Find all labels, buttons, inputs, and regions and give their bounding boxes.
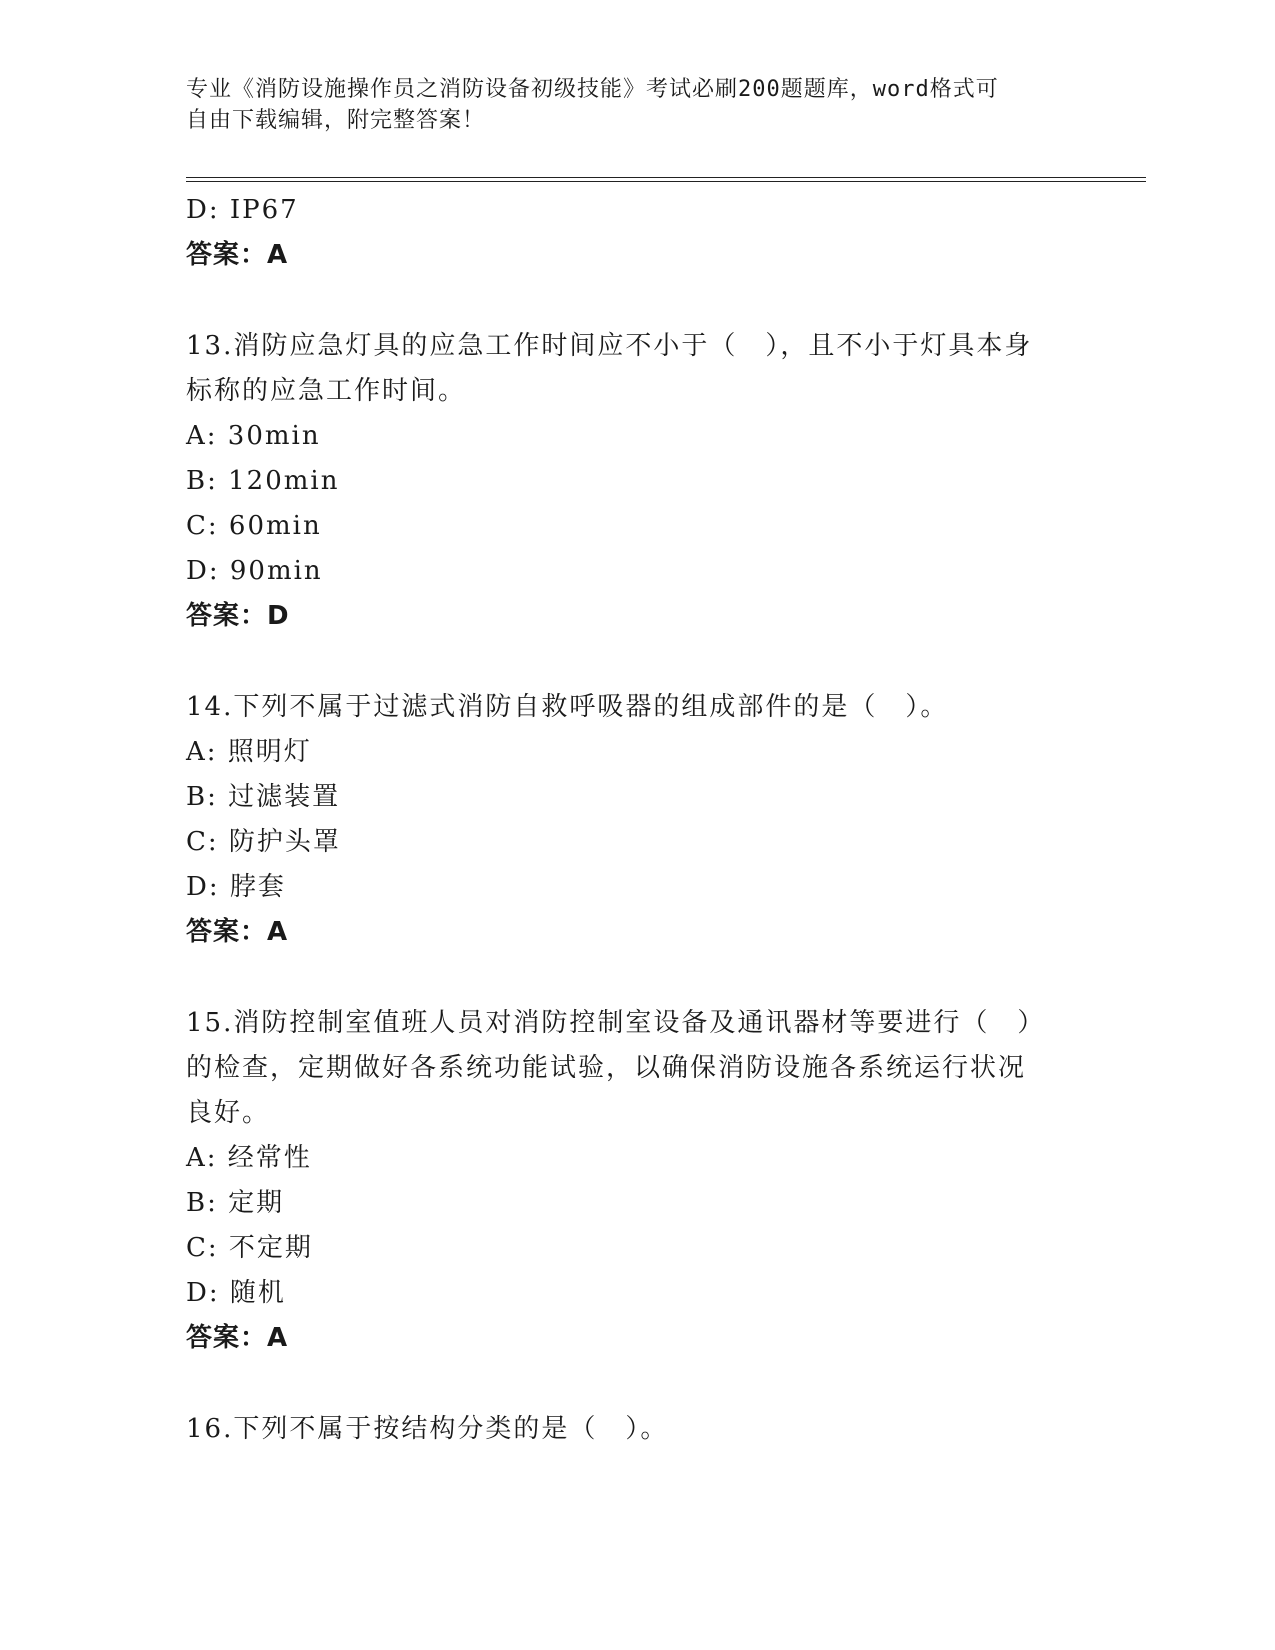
question-text: 良好。 [186, 1098, 271, 1128]
document-page [186, 0, 1146, 1650]
option-a: A: 照明灯 [186, 737, 312, 767]
question-15 [186, 1001, 1086, 1361]
answer: 答案：D [186, 601, 290, 631]
question-text: 的检查，定期做好各系统功能试验，以确保消防设施各系统运行状况 [186, 1053, 1027, 1083]
option-c: C: 60min [186, 511, 322, 541]
option-a: A: 30min [186, 421, 321, 451]
header-line-2: 自由下载编辑，附完整答案！ [186, 108, 486, 133]
option-d: D: 随机 [186, 1278, 286, 1308]
option-b: B: 过滤装置 [186, 782, 341, 812]
question-text: 13.消防应急灯具的应急工作时间应不小于（ ），且不小于灯具本身 [186, 331, 1033, 361]
document-content [186, 188, 1086, 1452]
question-14 [186, 685, 1086, 955]
question-13 [186, 324, 1086, 639]
question-16 [186, 1407, 1086, 1452]
answer: 答案：A [186, 1323, 289, 1353]
question-text: 14.下列不属于过滤式消防自救呼吸器的组成部件的是（ ）。 [186, 692, 949, 722]
option-b: B: 120min [186, 466, 340, 496]
option-d: D: 90min [186, 556, 323, 586]
header-line-1: 专业《消防设施操作员之消防设备初级技能》考试必刷200题题库，word格式可 [186, 77, 999, 102]
answer: 答案：A [186, 917, 289, 947]
option-c: C: 防护头罩 [186, 827, 341, 857]
option-d: D: 脖套 [186, 872, 286, 902]
question-text: 15.消防控制室值班人员对消防控制室设备及通讯器材等要进行（ ） [186, 1008, 1046, 1038]
prev-answer: 答案：A [186, 240, 289, 270]
prev-option-d: D: IP67 [186, 195, 299, 225]
question-text: 标称的应急工作时间。 [186, 376, 467, 406]
option-b: B: 定期 [186, 1188, 285, 1218]
option-a: A: 经常性 [186, 1143, 312, 1173]
header-rule [186, 177, 1146, 182]
question-text: 16.下列不属于按结构分类的是（ ）。 [186, 1414, 669, 1444]
page-header [186, 74, 1086, 136]
option-c: C: 不定期 [186, 1233, 313, 1263]
